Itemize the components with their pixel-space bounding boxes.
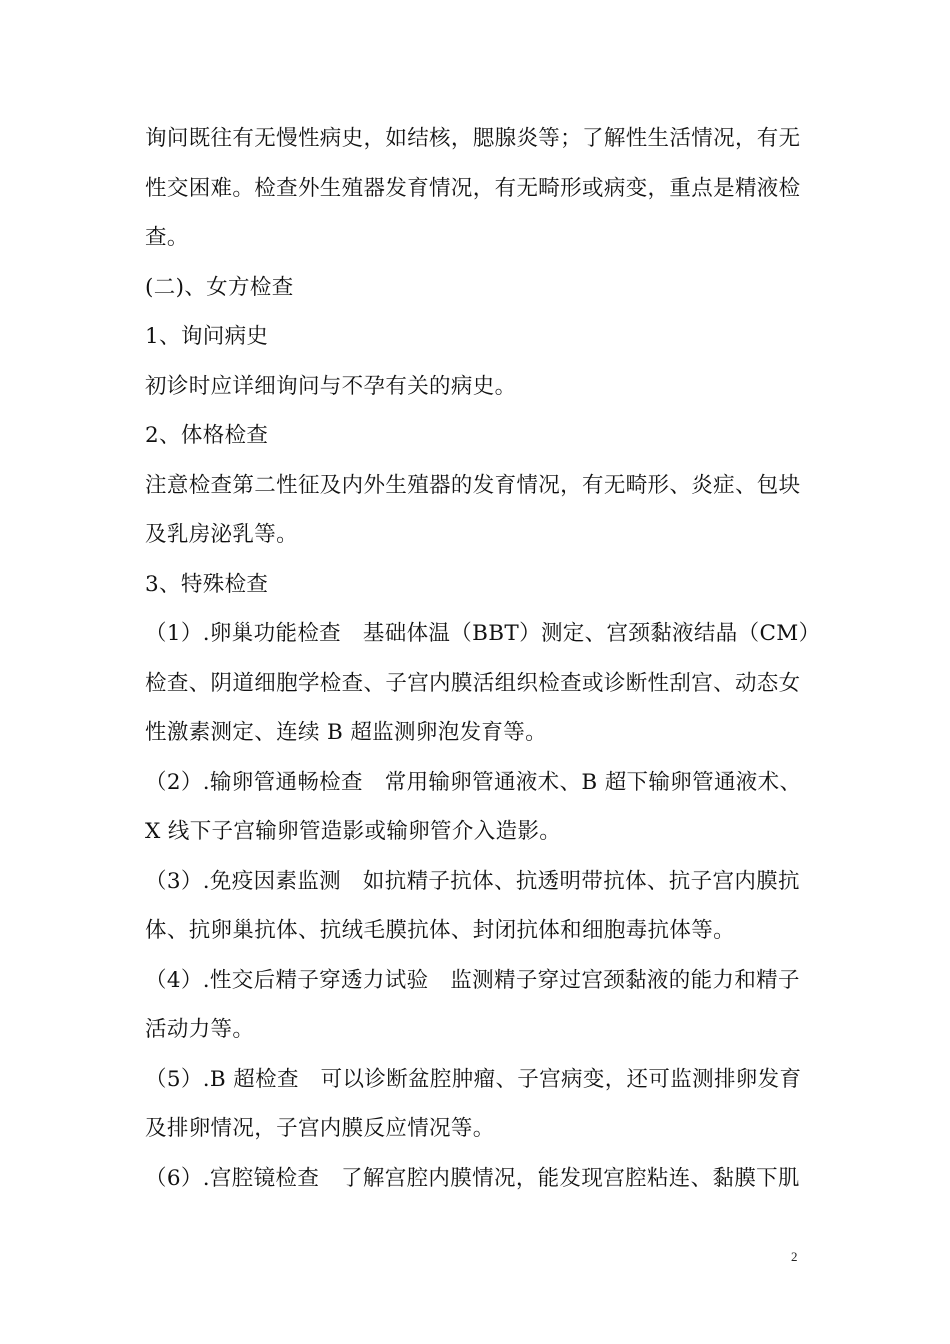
page-number: 2 [791,1249,798,1264]
text-line: 活动力等。 [145,1017,255,1042]
text-line: （3）.免疫因素监测 如抗精子抗体、抗透明带抗体、抗子宫内膜抗 [145,868,800,894]
text-line: （1）.卵巢功能检查 基础体温（BBT）测定、宫颈黏液结晶（CM） [145,621,821,646]
text-line: 查。 [145,225,189,250]
text-line: 检查、阴道细胞学检查、子宫内膜活组织检查或诊断性刮宫、动态女 [145,670,801,696]
text-line: 性交困难。检查外生殖器发育情况，有无畸形或病变，重点是精液检 [145,175,801,201]
text-line: （4）.性交后精子穿透力试验 监测精子穿过宫颈黏液的能力和精子 [145,967,800,993]
text-line: 及乳房泌乳等。 [145,522,298,547]
text-line: 询问既往有无慢性病史，如结核，腮腺炎等；了解性生活情况，有无 [145,126,801,151]
text-line: 注意检查第二性征及内外生殖器的发育情况，有无畸形、炎症、包块 [145,472,801,498]
text-line: （6）.宫腔镜检查 了解宫腔内膜情况，能发现宫腔粘连、黏膜下肌 [145,1165,800,1191]
text-line: 及排卵情况，子宫内膜反应情况等。 [145,1116,495,1141]
text-line: （2）.输卵管通畅检查 常用输卵管通液术、B 超下输卵管通液术、 [145,769,802,795]
text-line: （5）.B 超检查 可以诊断盆腔肿瘤、子宫病变，还可监测排卵发育 [145,1066,802,1092]
text-line: 初诊时应详细询问与不孕有关的病史。 [145,373,517,399]
text-line: 体、抗卵巢抗体、抗绒毛膜抗体、封闭抗体和细胞毒抗体等。 [145,918,735,943]
section-heading: (二)、女方检查 [145,274,294,300]
body-text [145,114,821,1203]
subsection-heading: 1、询问病史 [145,324,269,349]
text-line: X 线下子宫输卵管造影或输卵管介入造影。 [145,819,562,844]
text-line: 性激素测定、连续 B 超监测卵泡发育等。 [145,720,547,745]
subsection-heading: 2、体格检查 [145,423,269,448]
subsection-heading: 3、特殊检查 [145,571,269,597]
